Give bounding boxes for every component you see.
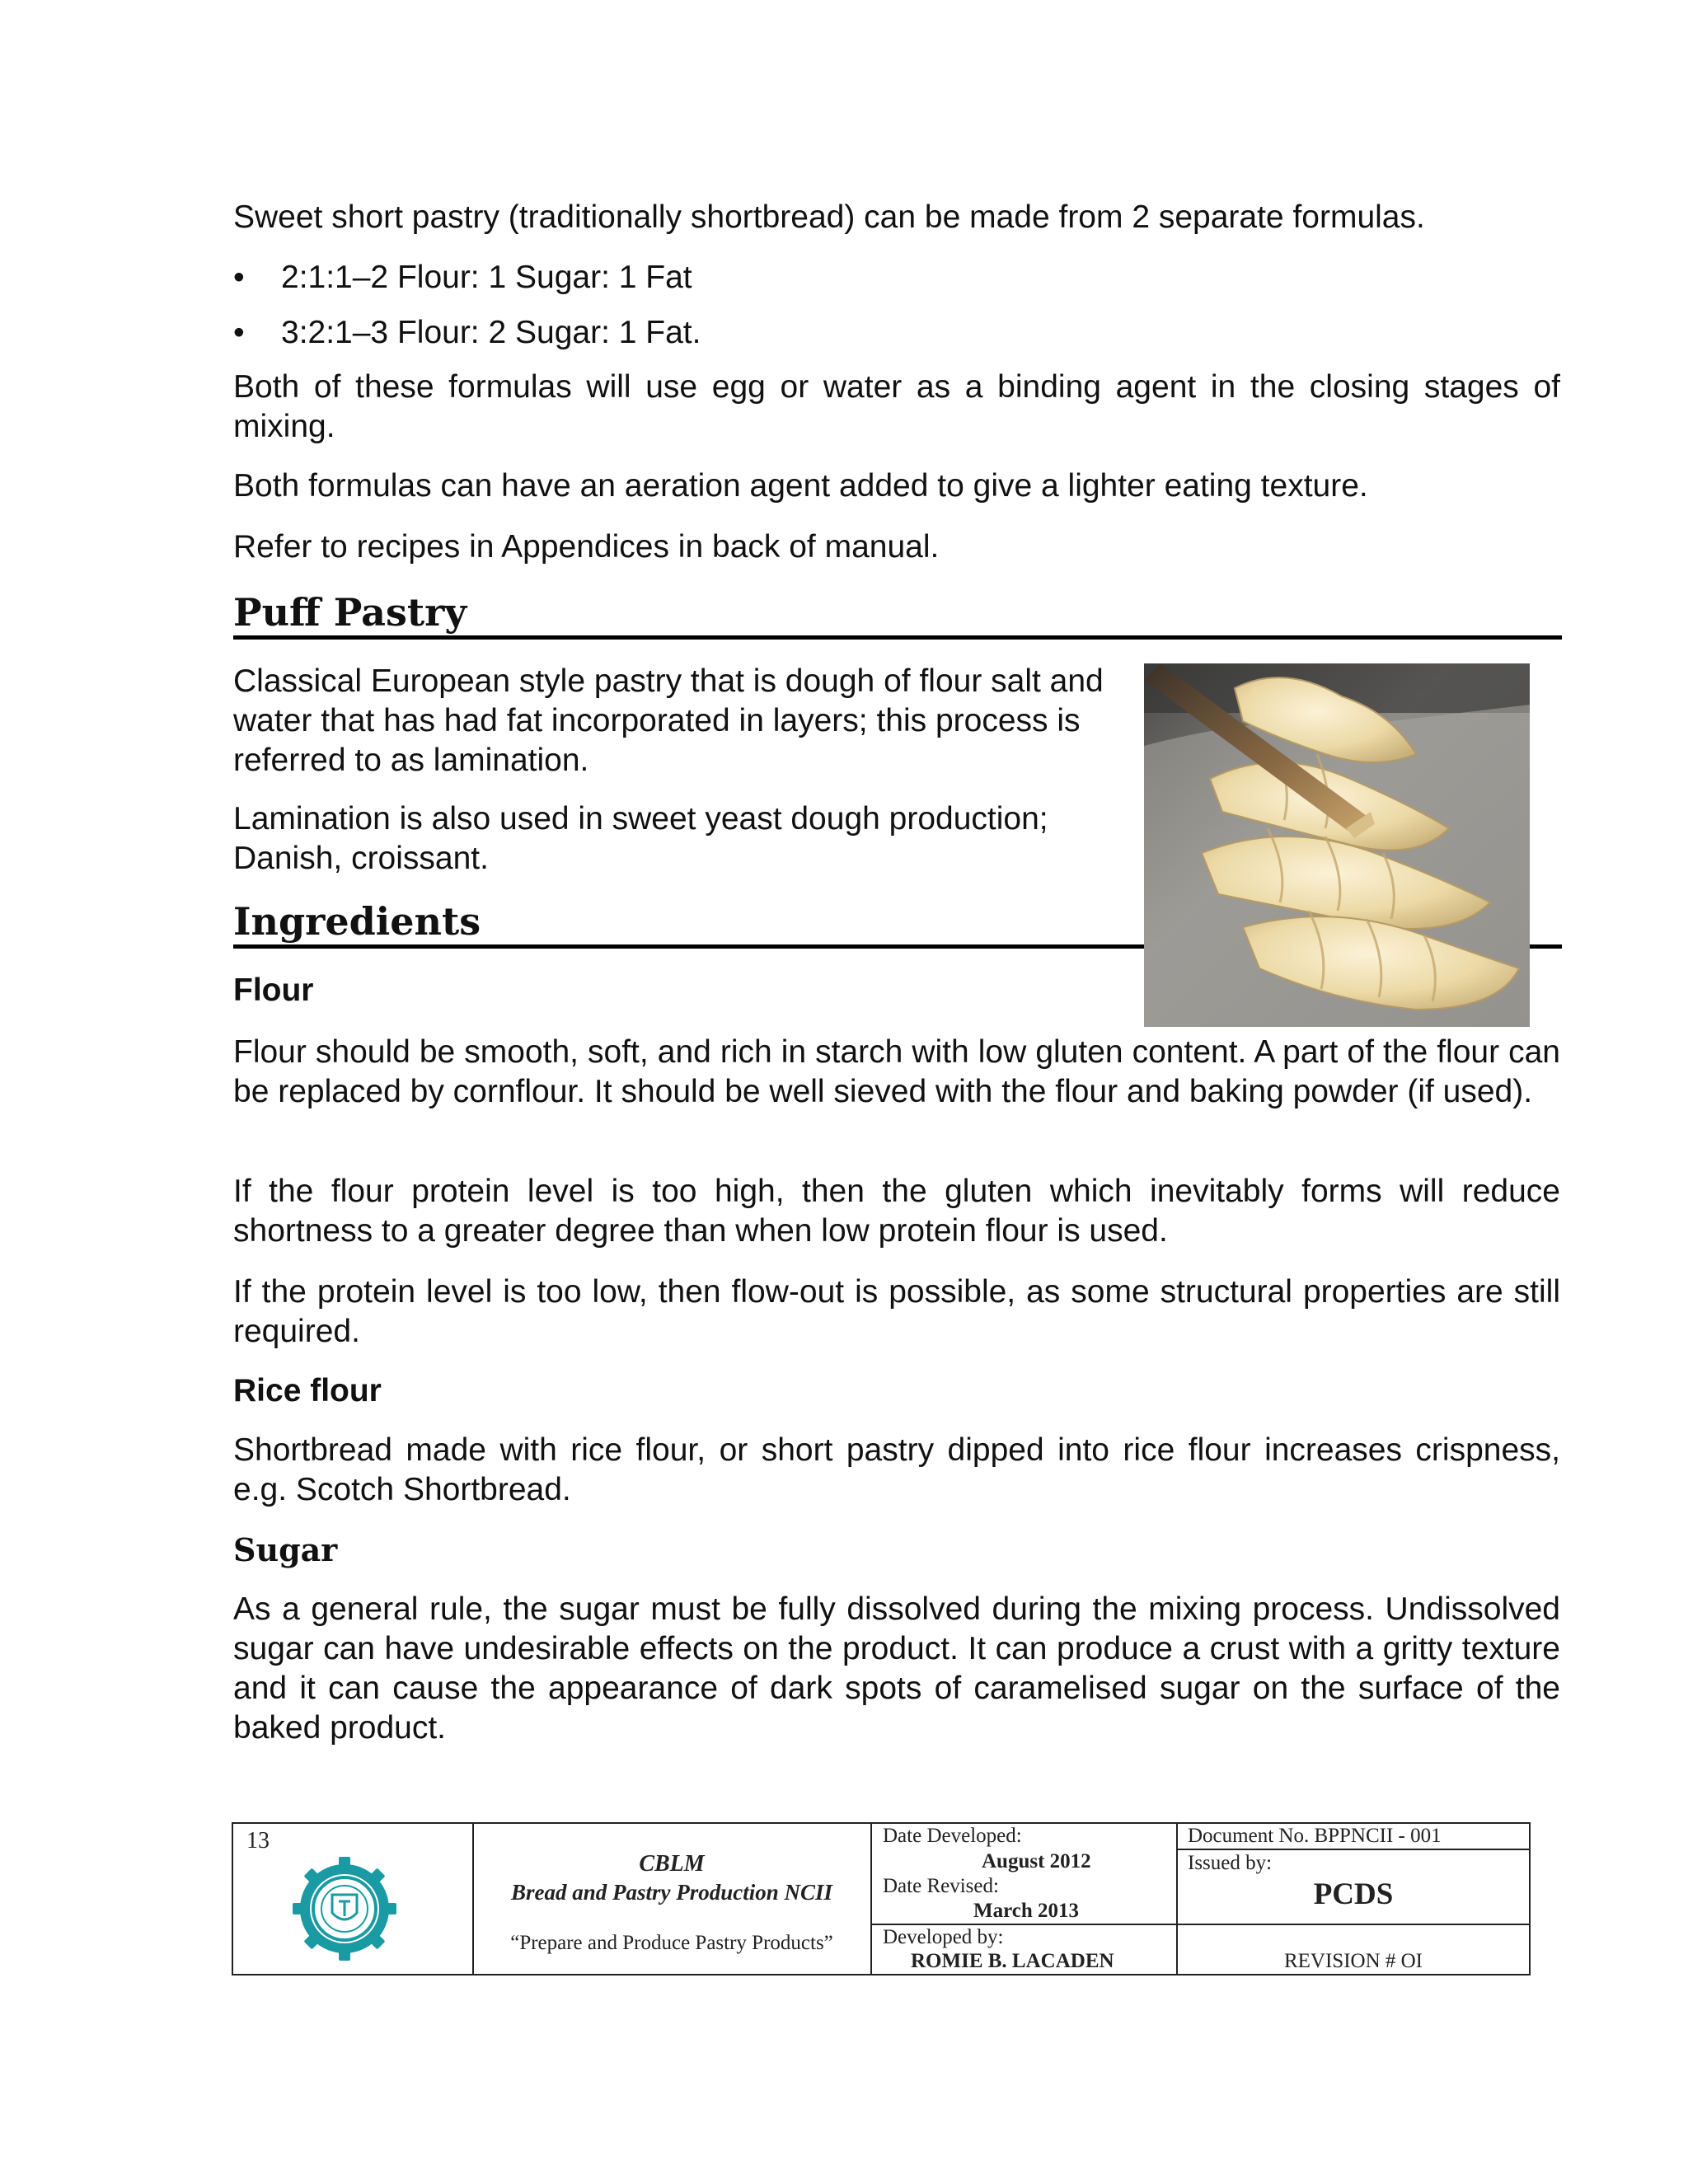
flour-paragraph-1: Flour should be smooth, soft, and rich in starch with low gluten content. A part of the flour can be replaced by cornflour. It should be well sieved with the flour and baking powder (if used). — [233, 1034, 1560, 1109]
flour-paragraph-2: If the flour protein level is too high, then the gluten which inevitably forms will reduce shortness to a greater degree than when low protein flour is used. — [233, 1174, 1560, 1249]
document-number: Document No. BPPNCII - 001 — [1188, 1825, 1442, 1847]
intro-paragraph-1: Sweet short pastry (traditionally shortbread) can be made from 2 separate formulas. — [233, 199, 1425, 235]
cblm-title: CBLM — [639, 1851, 705, 1877]
puff-paragraph-1: Classical European style pastry that is dough of flour salt and water that has had fat incorporated in layers; this process is referred to as lamination. — [233, 663, 1104, 778]
developer-name: ROMIE B. LACADEN — [911, 1950, 1114, 1972]
croissant-image — [1144, 663, 1530, 1027]
subheading-flour: Flour — [233, 972, 314, 1008]
gear-seal-icon — [291, 1855, 398, 1962]
intro-paragraph-2: Both of these formulas will use egg or water as a binding agent in the closing stages of mixing. — [233, 369, 1560, 444]
date-revised-value: March 2013 — [973, 1900, 1079, 1922]
flour-paragraph-3: If the protein level is too low, then flow-out is possible, as some structural properties are still required. — [233, 1274, 1560, 1349]
subheading-rice-flour: Rice flour — [233, 1373, 382, 1408]
module-title: “Prepare and Produce Pastry Products” — [510, 1932, 833, 1954]
footer-table — [232, 1822, 1531, 1975]
intro-paragraph-4: Refer to recipes in Appendices in back of manual. — [233, 529, 940, 565]
developed-by-label: Developed by: — [883, 1926, 1004, 1948]
date-developed-label: Date Developed: — [883, 1825, 1022, 1847]
date-revised-label: Date Revised: — [883, 1875, 999, 1897]
heading-rule — [233, 635, 1562, 640]
rice-paragraph-1: Shortbread made with rice flour, or short pastry dipped into rice flour increases crispness, e.g. Scotch Shortbread. — [233, 1432, 1560, 1507]
issued-by-label: Issued by: — [1188, 1852, 1273, 1874]
bullet-icon: • — [233, 260, 245, 295]
croissant-photo — [1144, 663, 1530, 1027]
list-item-text: 2:1:1–2 Flour: 1 Sugar: 1 Fat — [281, 260, 692, 295]
subheading-sugar: Sugar — [233, 1531, 338, 1568]
section-heading-ingredients: Ingredients — [233, 899, 481, 944]
intro-paragraph-3: Both formulas can have an aeration agent added to give a lighter eating texture. — [233, 468, 1368, 504]
date-developed-value: August 2012 — [982, 1850, 1091, 1872]
puff-paragraph-2: Lamination is also used in sweet yeast dough production; Danish, croissant. — [233, 801, 1048, 876]
page-number: 13 — [246, 1828, 270, 1854]
issuer-name: PCDS — [1313, 1877, 1394, 1911]
course-title: Bread and Pastry Production NCII — [510, 1880, 833, 1905]
list-item-text: 3:2:1–3 Flour: 2 Sugar: 1 Fat. — [281, 315, 701, 350]
revision-number: REVISION # OI — [1283, 1950, 1423, 1972]
sugar-paragraph-1: As a general rule, the sugar must be fully dissolved during the mixing process. Undissolved sugar can have undesirable effects on the product. It can produce a crust with a gritty texture and it can cause the appearance of dark spots of caramelised sugar on the surface of the baked product. — [233, 1591, 1560, 1746]
bullet-icon: • — [233, 315, 245, 350]
college-seal-logo — [291, 1855, 398, 1962]
section-heading-puff-pastry: Puff Pastry — [233, 590, 467, 635]
